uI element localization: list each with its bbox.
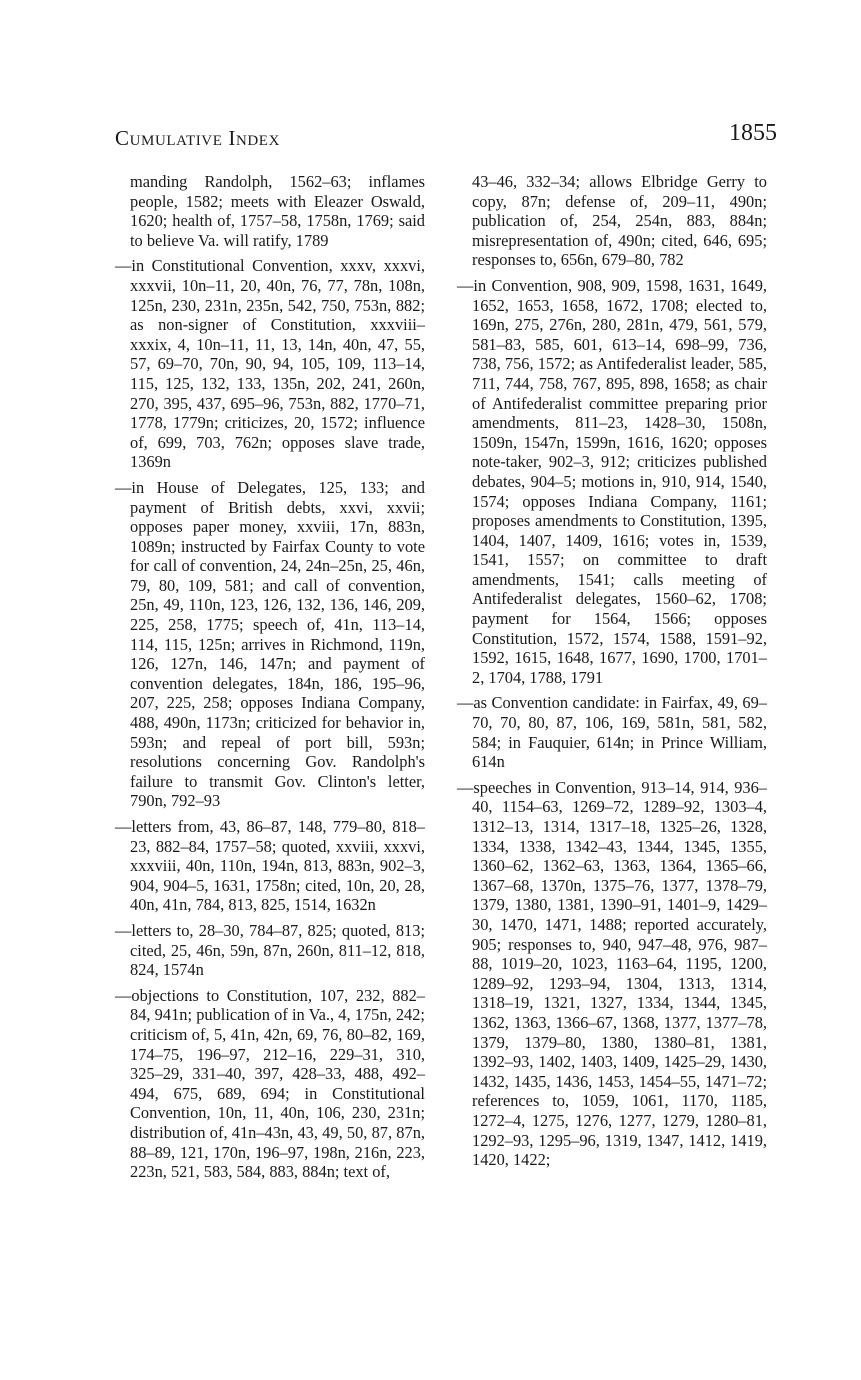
index-entry: —in Constitutional Convention, xxxv, xxxvi, xxxvii, 10n–11, 20, 40n, 76, 77, 78n, 108n, 125n, 230, 231n, 235n, 542, 750, 753n, 882; as non-signer of Constitution, xxxviii–xxxix, 4, 10n–11, 11, 13, 14n, 40n, 47, 55, 57, 69–70, 70n, 90, 94, 105, 109, 113–14, 115, 125, 132, 133, 135n, 202, 241, 260n, 270, 395, 437, 695–96, 753n, 882, 1770–71, 1778, 1779n; criticizes, 20, 1572; influence of, 699, 703, 762n; opposes slave trade, 1369n [115,256,425,472]
index-column-right [457,172,767,1176]
index-column-left [115,172,425,1188]
index-entry: —speeches in Convention, 913–14, 914, 936–40, 1154–63, 1269–72, 1289–92, 1303–4, 1312–13, 1314, 1317–18, 1325–26, 1328, 1334, 1338, 1342–43, 1344, 1345, 1355, 1360–62, 1362–63, 1363, 1364, 1365–66, 1367–68, 1370n, 1375–76, 1377, 1378–79, 1379, 1380, 1381, 1390–91, 1401–9, 1429–30, 1470, 1471, 1488; reported accurately, 905; responses to, 940, 947–48, 976, 987–88, 1019–20, 1023, 1163–64, 1195, 1200, 1289–92, 1293–94, 1304, 1313, 1314, 1318–19, 1321, 1327, 1334, 1344, 1345, 1362, 1363, 1366–67, 1368, 1377, 1377–78, 1379, 1379–80, 1380, 1380–81, 1381, 1392–93, 1402, 1403, 1409, 1425–29, 1430, 1432, 1435, 1436, 1453, 1454–55, 1471–72; references to, 1059, 1061, 1170, 1185, 1272–4, 1275, 1276, 1277, 1279, 1280–81, 1292–93, 1295–96, 1319, 1347, 1412, 1419, 1420, 1422; [457,777,767,1170]
page-number: 1855 [729,120,777,146]
index-entry: —letters to, 28–30, 784–87, 825; quoted, 813; cited, 25, 46n, 59n, 87n, 260n, 811–12, 818, 824, 1574n [115,920,425,980]
running-title: Cumulative Index [115,126,280,150]
index-entry: —in House of Delegates, 125, 133; and payment of British debts, xxvi, xxvii; opposes paper money, xxviii, 17n, 883n, 1089n; instructed by Fairfax County to vote for call of convention, 24, 24n–25n, 25, 46n, 79, 80, 109, 581; and call of convention, 25n, 49, 110n, 123, 126, 132, 136, 146, 209, 225, 258, 1775; speech of, 41n, 113–14, 114, 115, 125n; arrives in Richmond, 119n, 126, 127n, 146, 147n; and payment of convention delegates, 184n, 186, 195–96, 207, 225, 258; opposes Indiana Company, 488, 490n, 1173n; criticized for behavior in, 593n; and repeal of port bill, 593n; resolutions concerning Gov. Randolph's failure to transmit Gov. Clinton's letter, 790n, 792–93 [115,477,425,811]
index-entry: —as Convention candidate: in Fairfax, 49, 69–70, 70, 80, 87, 106, 169, 581n, 581, 582, 584; in Fauquier, 614n; in Prince William, 614n [457,693,767,772]
index-entry: —letters from, 43, 86–87, 148, 779–80, 818–23, 882–84, 1757–58; quoted, xxviii, xxxvi, xxxviii, 40n, 110n, 194n, 813, 883n, 902–3, 904, 904–5, 1631, 1758n; cited, 10n, 20, 28, 40n, 41n, 784, 813, 825, 1514, 1632n [115,817,425,915]
index-entry: 43–46, 332–34; allows Elbridge Gerry to copy, 87n; defense of, 209–11, 490n; publication of, 254, 254n, 883, 884n; misrepresentation of, 490n; cited, 646, 695; responses to, 656n, 679–80, 782 [472,172,767,270]
index-entry: —objections to Constitution, 107, 232, 882–84, 941n; publication of in Va., 4, 175n, 242; criticism of, 5, 41n, 42n, 69, 76, 80–82, 169, 174–75, 196–97, 212–16, 229–31, 310, 325–29, 331–40, 397, 428–33, 488, 492–494, 675, 689, 694; in Constitutional Convention, 10n, 11, 40n, 106, 230, 231n; distribution of, 41n–43n, 43, 49, 50, 87, 87n, 88–89, 121, 170n, 196–97, 198n, 216n, 223, 223n, 521, 583, 584, 883, 884n; text of, [115,985,425,1182]
index-entry: —in Convention, 908, 909, 1598, 1631, 1649, 1652, 1653, 1658, 1672, 1708; elected to, 169n, 275, 276n, 280, 281n, 479, 561, 579, 581–83, 585, 601, 613–14, 698–99, 736, 738, 756, 1572; as Antifederalist leader, 585, 711, 744, 758, 767, 895, 898, 1658; as chair of Antifederalist committee preparing prior amendments, 811–23, 1428–30, 1508n, 1509n, 1547n, 1599n, 1616, 1620; opposes note-taker, 902–3, 912; criticizes published debates, 904–5; motions in, 910, 914, 1540, 1574; opposes Indiana Company, 1161; proposes amendments to Constitution, 1395, 1404, 1407, 1409, 1616; votes in, 1539, 1541, 1557; on committee to draft amendments, 1541; calls meeting of Antifederalist delegates, 1560–62, 1708; payment for 1564, 1566; opposes Constitution, 1572, 1574, 1588, 1591–92, 1592, 1615, 1648, 1677, 1690, 1700, 1701–2, 1704, 1788, 1791 [457,275,767,687]
running-head [115,120,777,154]
index-entry: manding Randolph, 1562–63; inflames people, 1582; meets with Eleazer Oswald, 1620; health of, 1757–58, 1758n, 1769; said to believe Va. will ratify, 1789 [130,172,425,250]
